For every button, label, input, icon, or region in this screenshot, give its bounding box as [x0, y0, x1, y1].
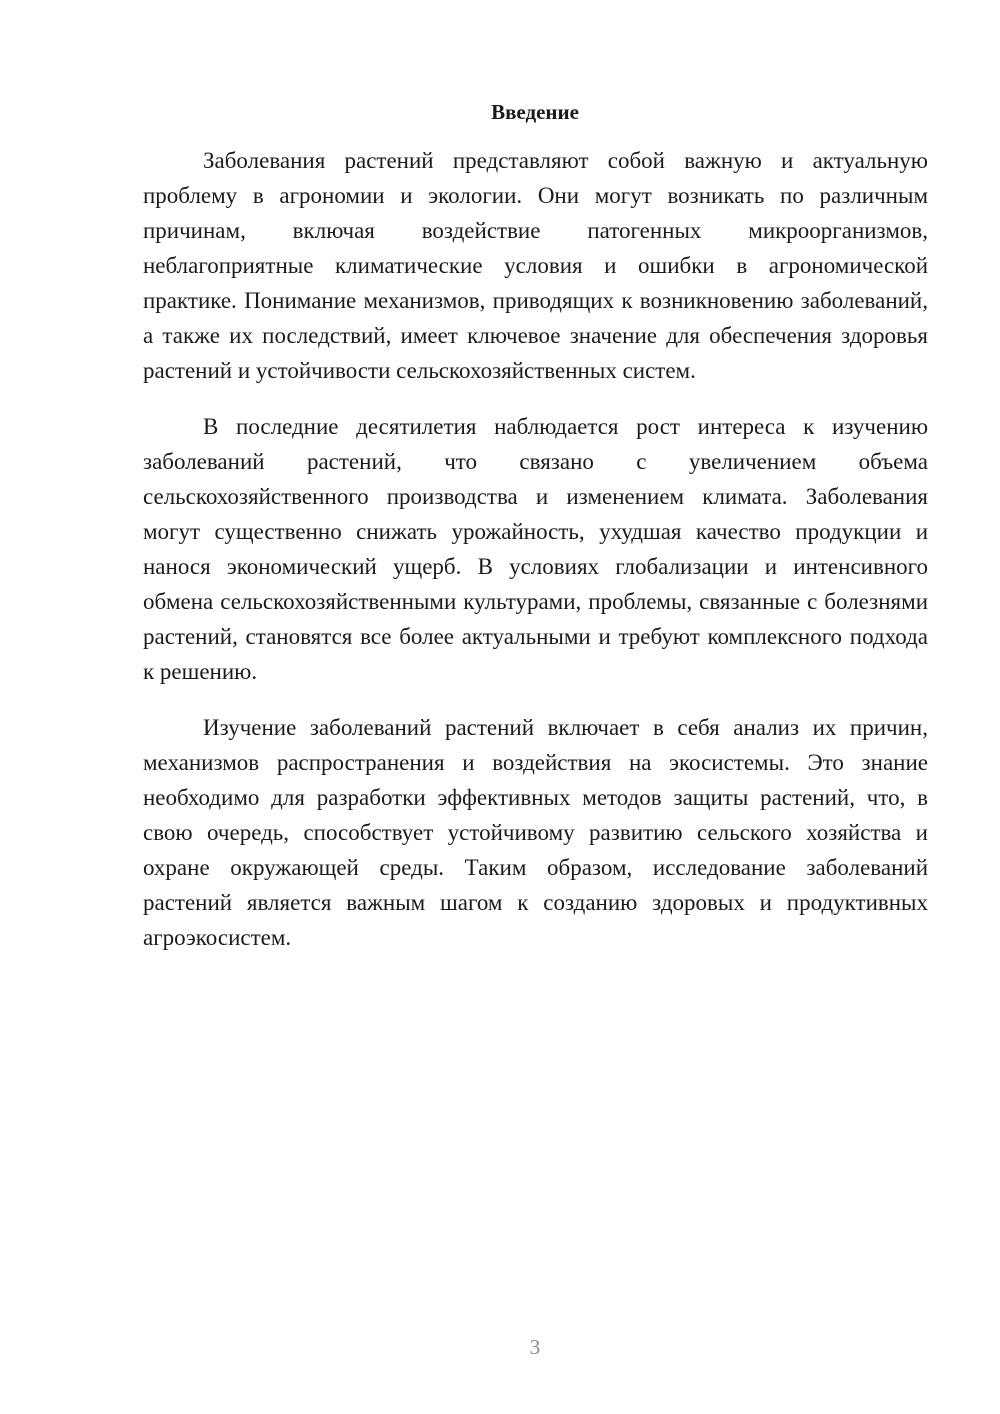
- section-title: Введение: [491, 100, 579, 124]
- page-number: 3: [529, 1335, 541, 1359]
- paragraph-3: Изучение заболеваний растений включает в себя анализ их причин, механизмов распространения и воздействия на экосистемы. Это знание необходимо для разработки эффективных методов защиты растений, что, в свою очередь, способствует устойчивому развитию сельского хозяйства и охране окружающей среды. Таким образом, исследование заболеваний растений является важным шагом к созданию здоровых и продуктивных агроэкосистем.: [143, 715, 928, 950]
- document-body: [143, 143, 928, 976]
- paragraph-1: Заболевания растений представляют собой важную и актуальную проблему в агрономии и экологии. Они могут возникать по различным причинам, включая воздействие патогенных микроорганизмов, неблагоприятные климатические условия и ошибки в агрономической практике. Понимание механизмов, приводящих к возникновению заболеваний, а также их последствий, имеет ключевое значение для обеспечения здоровья растений и устойчивости сельскохозяйственных систем.: [143, 148, 928, 383]
- paragraph-2: В последние десятилетия наблюдается рост интереса к изучению заболеваний растений, что связано с увеличением объема сельскохозяйственного производства и изменением климата. Заболевания могут существенно снижать урожайность, ухудшая качество продукции и нанося экономический ущерб. В условиях глобализации и интенсивного обмена сельскохозяйственными культурами, проблемы, связанные с болезнями растений, становятся все более актуальными и требуют комплексного подхода к решению.: [143, 414, 928, 684]
